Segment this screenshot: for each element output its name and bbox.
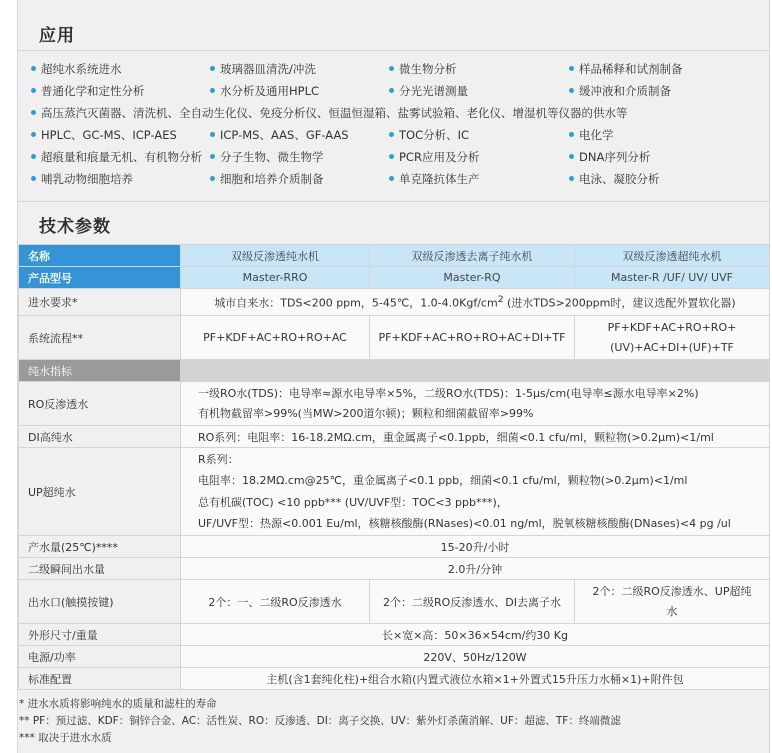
- outlet-cell: 2个：一、二级RO反渗透水: [181, 580, 370, 624]
- bullet-icon: [569, 88, 574, 93]
- bullet-icon: [569, 66, 574, 71]
- output-label: 产水量(25℃)****: [19, 536, 181, 558]
- list-item: ICP-MS、AAS、GF-AAS: [210, 127, 349, 143]
- bullet-icon: [31, 132, 36, 137]
- specs-table: [18, 244, 770, 690]
- bullet-icon: [210, 88, 215, 93]
- list-item: 超痕量和痕量无机、有机物分析: [31, 149, 202, 165]
- divider: [18, 50, 769, 51]
- bullet-icon: [31, 154, 36, 159]
- list-item: 分光光谱测量: [389, 83, 468, 99]
- table-row: [19, 624, 770, 646]
- inlet-label: 进水要求*: [19, 289, 181, 316]
- table-row: [19, 448, 770, 536]
- table-row: [19, 668, 770, 690]
- model-cell: Master-RRO: [181, 267, 370, 289]
- content-panel: [17, 0, 770, 753]
- table-row: [19, 426, 770, 448]
- bullet-icon: [210, 132, 215, 137]
- table-row: [19, 536, 770, 558]
- bullet-icon: [31, 176, 36, 181]
- list-item: DNA序列分析: [569, 149, 650, 165]
- list-item: 分子生物、微生物学: [210, 149, 324, 165]
- table-row: [19, 267, 770, 289]
- power-label: 电源/功率: [19, 646, 181, 668]
- bullet-icon: [210, 154, 215, 159]
- list-item: TOC分析、IC: [389, 127, 469, 143]
- ro-value: 一级RO水(TDS)：电导率≈源水电导率×5%，二级RO水(TDS)：1-5μs/cm(电导率≤源水电导率×2%) 有机物截留率>99%(当MW>200道尔顿)；颗粒和细菌截留率>99%: [181, 382, 770, 426]
- bullet-icon: [389, 88, 394, 93]
- outlet-label: 出水口(触摸按键): [19, 580, 181, 624]
- list-item: 普通化学和定性分析: [31, 83, 145, 99]
- purity-section-fill: [181, 360, 770, 382]
- std-label: 标准配置: [19, 668, 181, 690]
- footnote: ** PF：预过滤、KDF：铜锌合金、AC：活性炭、RO：反渗透、DI：离子交换、UV：紫外灯杀菌消解、UF：超滤、TF：终端微滤: [19, 715, 621, 727]
- bullet-icon: [31, 88, 36, 93]
- list-item: 高压蒸汽灭菌器、清洗机、全自动生化仪、免疫分析仪、恒温恒湿箱、盐雾试验箱、老化仪、增湿机等仪器的供水等: [31, 105, 628, 121]
- size-label: 外形尺寸/重量: [19, 624, 181, 646]
- table-row: [19, 360, 770, 382]
- list-item: 电化学: [569, 127, 614, 143]
- bullet-icon: [210, 66, 215, 71]
- divider: [18, 201, 769, 202]
- table-row: [19, 580, 770, 624]
- model-cell: Master-R /UF/ UV/ UVF: [575, 267, 770, 289]
- std-value: 主机(含1套纯化柱)+组合水箱(内置式液位水箱×1+外置式15升压力水桶×1)+附件包: [181, 668, 770, 690]
- instant-label: 二级瞬间出水量: [19, 558, 181, 580]
- list-item: 缓冲液和介质制备: [569, 83, 671, 99]
- flow-cell: PF+KDF+AC+RO+RO+AC+DI+TF: [370, 316, 575, 360]
- bullet-icon: [569, 154, 574, 159]
- bullet-icon: [31, 110, 36, 115]
- name-cell: 双级反渗透去离子纯水机: [370, 245, 575, 267]
- section-title-specs: 技术参数: [39, 217, 111, 237]
- list-item: 超纯水系统进水: [31, 61, 122, 77]
- table-row: [19, 558, 770, 580]
- list-item: 样品稀释和试剂制备: [569, 61, 683, 77]
- name-label: 名称: [19, 245, 181, 267]
- output-value: 15-20升/小时: [181, 536, 770, 558]
- bullet-icon: [389, 176, 394, 181]
- list-item: 微生物分析: [389, 61, 457, 77]
- name-cell: 双级反渗透纯水机: [181, 245, 370, 267]
- up-label: UP超纯水: [19, 448, 181, 536]
- table-row: [19, 382, 770, 426]
- list-item: 单克隆抗体生产: [389, 171, 480, 187]
- di-value: RO系列：电阻率：16-18.2MΩ.cm，重金属离子<0.1ppb，细菌<0.1 cfu/ml，颗粒物(>0.2μm)<1/ml: [181, 426, 770, 448]
- ro-label: RO反渗透水: [19, 382, 181, 426]
- size-value: 长×宽×高：50×36×54cm/约30 Kg: [181, 624, 770, 646]
- list-item: HPLC、GC-MS、ICP-AES: [31, 127, 177, 143]
- list-item: 水分析及通用HPLC: [210, 83, 319, 99]
- outlet-cell: 2个：二级RO反渗透水、UP超纯 水: [575, 580, 770, 624]
- up-value: R系列： 电阻率：18.2MΩ.cm@25℃，重金属离子<0.1 ppb，细菌<0.1 cfu/ml，颗粒物(>0.2μm)<1/ml 总有机碳(TOC) <10 ppb*** (UV/UVF型：TOC<3 ppb***)， UF/UVF型：热源<0.001 Eu/ml，核糖核酸酶(RNases)<0.01 ng/ml，脱氧核糖核酸酶(DNases)<4 pg /ul: [181, 448, 770, 536]
- outlet-cell: 2个：二级RO反渗透水、DI去离子水: [370, 580, 575, 624]
- list-item: PCR应用及分析: [389, 149, 479, 165]
- table-row: [19, 646, 770, 668]
- list-item: 哺乳动物细胞培养: [31, 171, 133, 187]
- list-item: 玻璃器皿清洗/冲洗: [210, 61, 316, 77]
- flow-cell: PF+KDF+AC+RO+RO+AC: [181, 316, 370, 360]
- flow-cell: PF+KDF+AC+RO+RO+ (UV)+AC+DI+(UF)+TF: [575, 316, 770, 360]
- model-cell: Master-RQ: [370, 267, 575, 289]
- bullet-icon: [389, 132, 394, 137]
- flow-label: 系统流程**: [19, 316, 181, 360]
- list-item: 细胞和培养介质制备: [210, 171, 324, 187]
- table-row: [19, 245, 770, 267]
- bullet-icon: [569, 176, 574, 181]
- purity-section-label: 纯水指标: [19, 360, 181, 382]
- model-label: 产品型号: [19, 267, 181, 289]
- bullet-icon: [31, 66, 36, 71]
- instant-value: 2.0升/分钟: [181, 558, 770, 580]
- inlet-value: 城市自来水：TDS<200 ppm，5-45℃，$1.0-4.0Kgf/cm^2$ (进水TDS>200ppm时，建议选配外置软化器): [181, 289, 770, 316]
- footnote: * 进水水质将影响纯水的质量和滤柱的寿命: [19, 698, 217, 710]
- footnote: *** 取决于进水水质: [19, 732, 112, 744]
- bullet-icon: [389, 66, 394, 71]
- bullet-icon: [389, 154, 394, 159]
- name-cell: 双级反渗透超纯水机: [575, 245, 770, 267]
- bullet-icon: [569, 132, 574, 137]
- footnotes: [19, 696, 621, 747]
- di-label: DI高纯水: [19, 426, 181, 448]
- list-item: 电泳、凝胶分析: [569, 171, 660, 187]
- bullet-icon: [210, 176, 215, 181]
- section-title-applications: 应用: [39, 26, 75, 46]
- table-row: [19, 289, 770, 316]
- power-value: 220V、50Hz/120W: [181, 646, 770, 668]
- table-row: [19, 316, 770, 360]
